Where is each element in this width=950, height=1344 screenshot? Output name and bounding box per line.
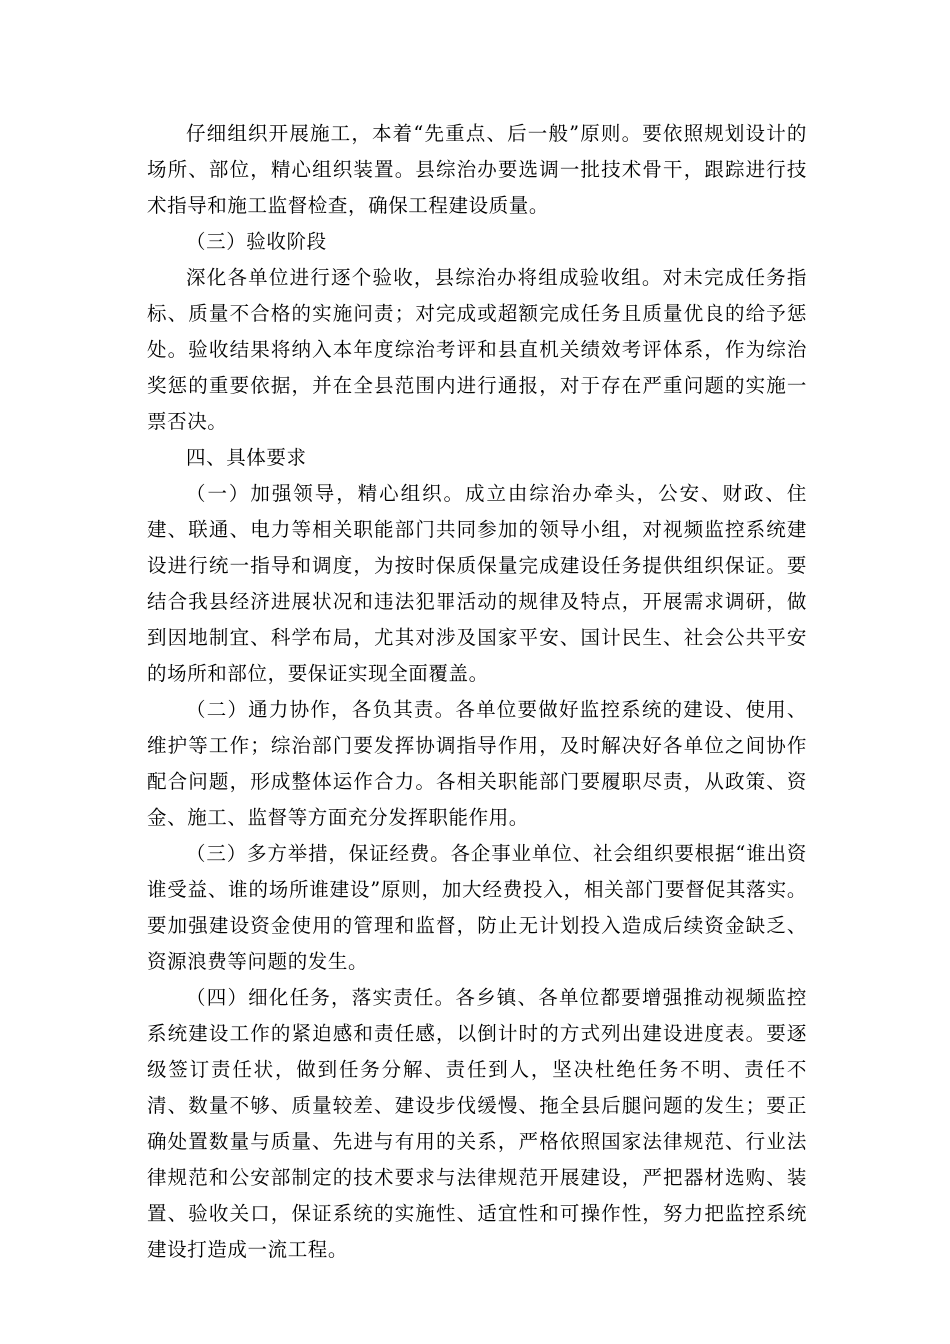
paragraph-requirement-3: （三）多方举措，保证经费。各企事业单位、社会组织要根据“谁出资谁受益、谁的场所谁建设”原则，加大经费投入，相关部门要督促其落实。要加强建设资金使用的管理和监督，防止无计划投入造成后续资金缺乏、资源浪费等问题的发生。 [147, 842, 807, 973]
document-body [147, 116, 807, 1268]
paragraph-requirement-1: （一）加强领导，精心组织。成立由综治办牵头，公安、财政、住建、联通、电力等相关职能部门共同参加的领导小组，对视频监控系统建设进行统一指导和调度，为按时保质保量完成建设任务提供组织保证。要结合我县经济进展状况和违法犯罪活动的规律及特点，开展需求调研，做到因地制宜、科学布局，尤其对涉及国家平安、国计民生、社会公共平安的场所和部位，要保证实现全面覆盖。 [147, 482, 807, 685]
paragraph-requirement-2: （二）通力协作，各负其责。各单位要做好监控系统的建设、使用、维护等工作；综治部门要发挥协调指导作用，及时解决好各单位之间协作配合问题，形成整体运作合力。各相关职能部门要履职尽责，从政策、资金、施工、监督等方面充分发挥职能作用。 [147, 698, 807, 829]
paragraph-acceptance: 深化各单位进行逐个验收，县综治办将组成验收组。对未完成任务指标、质量不合格的实施问责；对完成或超额完成任务且质量优良的给予惩处。验收结果将纳入本年度综治考评和县直机关绩效考评体系，作为综治奖惩的重要依据，并在全县范围内进行通报，对于存在严重问题的实施一票否决。 [147, 266, 807, 433]
heading-acceptance-stage: （三）验收阶段 [186, 230, 327, 253]
paragraph-construction: 仔细组织开展施工，本着“先重点、后一般”原则。要依照规划设计的场所、部位，精心组织装置。县综治办要选调一批技术骨干，跟踪进行技术指导和施工监督检查，确保工程建设质量。 [147, 122, 807, 217]
heading-specific-requirements: 四、具体要求 [186, 446, 307, 469]
paragraph-requirement-4: （四）细化任务，落实责任。各乡镇、各单位都要增强推动视频监控系统建设工作的紧迫感和责任感，以倒计时的方式列出建设进度表。要逐级签订责任状，做到任务分解、责任到人，坚决杜绝任务不明、责任不清、数量不够、质量较差、建设步伐缓慢、拖全县后腿问题的发生；要正确处置数量与质量、先进与有用的关系，严格依照国家法律规范、行业法律规范和公安部制定的技术要求与法律规范开展建设，严把器材选购、装置、验收关口，保证系统的实施性、适宜性和可操作性，努力把监控系统建设打造成一流工程。 [147, 986, 807, 1261]
